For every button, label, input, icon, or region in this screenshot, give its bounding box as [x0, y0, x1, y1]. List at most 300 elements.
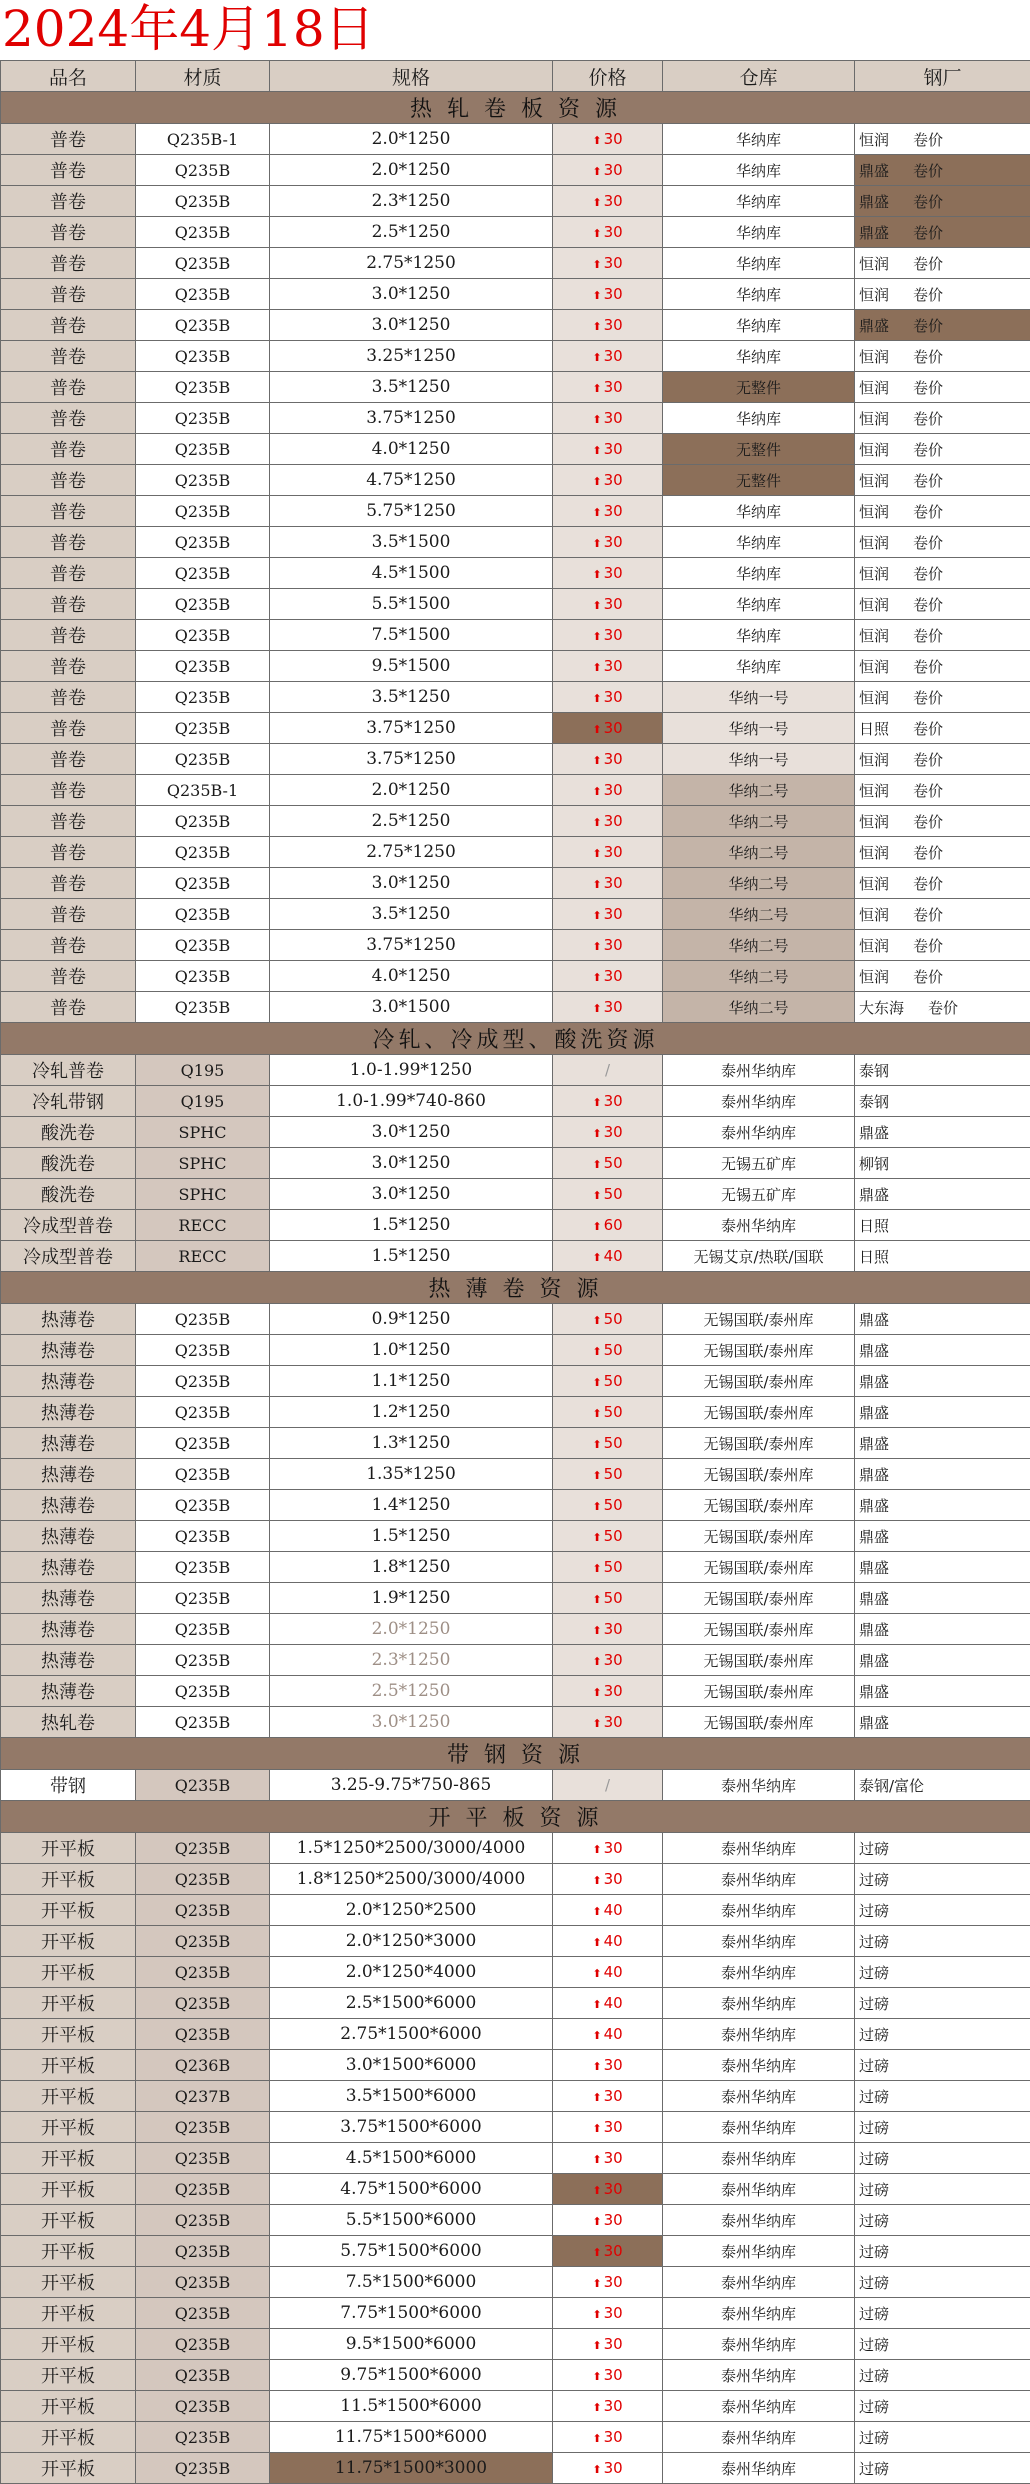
mill-price-type: 卷价 — [913, 658, 943, 676]
mill-name: 恒润 — [859, 410, 889, 428]
cell-warehouse: 无锡艾京/热联/国联 — [663, 1241, 855, 1272]
cell-price — [553, 620, 663, 651]
cell-material: Q235B — [136, 2329, 270, 2360]
mill-name: 过磅 — [859, 2460, 889, 2478]
cell-material: Q235B — [136, 2298, 270, 2329]
cell-price — [553, 496, 663, 527]
table-row — [1, 1428, 1030, 1459]
mill-name: 恒润 — [859, 782, 889, 800]
mill-name: 鼎盛 — [859, 1652, 889, 1670]
mill-name: 过磅 — [859, 2088, 889, 2106]
mill-name: 日照 — [859, 1248, 889, 1266]
cell-mill — [855, 1770, 1030, 1801]
cell-price — [553, 682, 663, 713]
cell-spec: 5.5*1500*6000 — [270, 2205, 553, 2236]
cell-material: Q235B — [136, 1833, 270, 1864]
cell-warehouse: 泰州华纳库 — [663, 1117, 855, 1148]
price-up-icon: ⬆ — [592, 1314, 601, 1327]
cell-spec: 7.5*1500*6000 — [270, 2267, 553, 2298]
price-value: 30 — [604, 2118, 623, 2136]
cell-price — [553, 2422, 663, 2453]
cell-price — [553, 1148, 663, 1179]
price-value: 30 — [604, 378, 623, 396]
table-row — [1, 558, 1030, 589]
price-up-icon: ⬆ — [592, 1220, 601, 1233]
cell-material: Q235B — [136, 930, 270, 961]
table-row — [1, 1366, 1030, 1397]
cell-mill — [855, 1676, 1030, 1707]
cell-price — [553, 713, 663, 744]
cell-product-name: 热薄卷 — [1, 1304, 136, 1335]
cell-mill — [855, 620, 1030, 651]
cell-mill — [855, 186, 1030, 217]
cell-mill — [855, 1335, 1030, 1366]
cell-product-name: 开平板 — [1, 2391, 136, 2422]
header-material: 材质 — [136, 61, 270, 92]
cell-product-name: 热薄卷 — [1, 1366, 136, 1397]
cell-warehouse: 泰州华纳库 — [663, 2236, 855, 2267]
price-value: 50 — [604, 1434, 623, 1452]
table-row — [1, 806, 1030, 837]
cell-mill — [855, 1645, 1030, 1676]
cell-product-name: 普卷 — [1, 961, 136, 992]
cell-mill — [855, 2267, 1030, 2298]
cell-mill — [855, 1055, 1030, 1086]
table-row — [1, 1833, 1030, 1864]
cell-mill — [855, 1895, 1030, 1926]
mill-name: 鼎盛 — [859, 1404, 889, 1422]
cell-product-name: 普卷 — [1, 713, 136, 744]
table-row — [1, 341, 1030, 372]
cell-price — [553, 279, 663, 310]
section-header-row — [1, 1023, 1030, 1055]
price-up-icon: ⬆ — [592, 2308, 601, 2321]
cell-material: Q235B — [136, 806, 270, 837]
cell-mill — [855, 2050, 1030, 2081]
cell-mill — [855, 2236, 1030, 2267]
mill-name: 过磅 — [859, 2305, 889, 2323]
price-value: 60 — [604, 1216, 623, 1234]
cell-product-name: 热薄卷 — [1, 1614, 136, 1645]
cell-price — [553, 1895, 663, 1926]
table-row — [1, 1521, 1030, 1552]
section-title: 热 轧 卷 板 资 源 — [1, 92, 1030, 124]
cell-mill — [855, 775, 1030, 806]
cell-mill — [855, 217, 1030, 248]
price-up-icon: ⬆ — [592, 196, 601, 209]
price-up-icon: ⬆ — [592, 940, 601, 953]
cell-material: Q235B — [136, 2267, 270, 2298]
cell-spec: 0.9*1250 — [270, 1304, 553, 1335]
price-value: 30 — [604, 2459, 623, 2477]
cell-material: Q235B — [136, 1926, 270, 1957]
cell-mill — [855, 1490, 1030, 1521]
cell-material: Q235B — [136, 465, 270, 496]
cell-spec: 2.5*1500*6000 — [270, 1988, 553, 2019]
cell-mill — [855, 2205, 1030, 2236]
price-up-icon: ⬆ — [592, 878, 601, 891]
price-up-icon: ⬆ — [592, 1407, 601, 1420]
cell-spec: 9.5*1500*6000 — [270, 2329, 553, 2360]
cell-warehouse: 无锡国联/泰州库 — [663, 1428, 855, 1459]
cell-price — [553, 806, 663, 837]
cell-mill — [855, 744, 1030, 775]
cell-mill — [855, 2422, 1030, 2453]
table-row — [1, 2081, 1030, 2112]
price-value: 50 — [604, 1185, 623, 1203]
cell-price — [553, 1707, 663, 1738]
price-up-icon: ⬆ — [592, 506, 601, 519]
section-title: 开 平 板 资 源 — [1, 1801, 1030, 1833]
cell-spec: 1.5*1250 — [270, 1210, 553, 1241]
table-row — [1, 496, 1030, 527]
cell-warehouse: 泰州华纳库 — [663, 1957, 855, 1988]
price-value: 40 — [604, 1247, 623, 1265]
section-title: 冷轧、冷成型、酸洗资源 — [1, 1023, 1030, 1055]
cell-product-name: 热轧卷 — [1, 1707, 136, 1738]
cell-price — [553, 930, 663, 961]
price-value: 30 — [604, 254, 623, 272]
cell-material: Q235B — [136, 1304, 270, 1335]
cell-spec: 4.75*1500*6000 — [270, 2174, 553, 2205]
cell-material: SPHC — [136, 1179, 270, 1210]
cell-material: Q235B — [136, 961, 270, 992]
cell-spec: 2.75*1500*6000 — [270, 2019, 553, 2050]
cell-spec: 5.5*1500 — [270, 589, 553, 620]
cell-product-name: 普卷 — [1, 744, 136, 775]
mill-name: 鼎盛 — [859, 1466, 889, 1484]
cell-warehouse: 无锡国联/泰州库 — [663, 1614, 855, 1645]
price-value: 30 — [604, 657, 623, 675]
cell-material: Q235B — [136, 868, 270, 899]
cell-price — [553, 1583, 663, 1614]
cell-material: Q235B — [136, 2205, 270, 2236]
cell-product-name: 开平板 — [1, 1864, 136, 1895]
cell-price — [553, 744, 663, 775]
mill-name: 鼎盛 — [859, 1590, 889, 1608]
cell-material: Q235B — [136, 527, 270, 558]
cell-mill — [855, 651, 1030, 682]
cell-material: Q235B — [136, 2112, 270, 2143]
cell-mill — [855, 961, 1030, 992]
cell-warehouse: 华纳一号 — [663, 744, 855, 775]
cell-material: Q237B — [136, 2081, 270, 2112]
table-row — [1, 589, 1030, 620]
mill-name: 过磅 — [859, 2119, 889, 2137]
cell-product-name: 普卷 — [1, 589, 136, 620]
price-value: 30 — [604, 1620, 623, 1638]
cell-product-name: 普卷 — [1, 124, 136, 155]
price-value: 30 — [604, 967, 623, 985]
mill-price-type: 卷价 — [913, 565, 943, 583]
cell-price — [553, 1988, 663, 2019]
cell-price — [553, 124, 663, 155]
cell-mill — [855, 2391, 1030, 2422]
cell-product-name: 开平板 — [1, 1895, 136, 1926]
table-row — [1, 1707, 1030, 1738]
cell-product-name: 普卷 — [1, 279, 136, 310]
price-up-icon: ⬆ — [592, 754, 601, 767]
cell-price — [553, 310, 663, 341]
cell-warehouse: 泰州华纳库 — [663, 2205, 855, 2236]
cell-material: SPHC — [136, 1148, 270, 1179]
price-up-icon: ⬆ — [592, 1500, 601, 1513]
cell-mill — [855, 279, 1030, 310]
table-row — [1, 992, 1030, 1023]
cell-mill — [855, 124, 1030, 155]
mill-name: 恒润 — [859, 968, 889, 986]
cell-material: Q235B — [136, 2360, 270, 2391]
cell-mill — [855, 992, 1030, 1023]
cell-material: Q235B — [136, 744, 270, 775]
cell-warehouse: 华纳库 — [663, 279, 855, 310]
price-up-icon: ⬆ — [592, 413, 601, 426]
cell-mill — [855, 1957, 1030, 1988]
cell-material: Q235B — [136, 2143, 270, 2174]
cell-price — [553, 1614, 663, 1645]
cell-spec: 2.0*1250*4000 — [270, 1957, 553, 1988]
price-value: 30 — [604, 750, 623, 768]
cell-product-name: 普卷 — [1, 372, 136, 403]
mill-name: 恒润 — [859, 131, 889, 149]
cell-material: SPHC — [136, 1117, 270, 1148]
cell-spec: 3.0*1250 — [270, 279, 553, 310]
cell-spec: 2.75*1250 — [270, 248, 553, 279]
cell-price — [553, 992, 663, 1023]
cell-warehouse: 华纳库 — [663, 124, 855, 155]
cell-price — [553, 186, 663, 217]
mill-name: 鼎盛 — [859, 1528, 889, 1546]
cell-price — [553, 589, 663, 620]
price-value: 30 — [604, 533, 623, 551]
table-row — [1, 1397, 1030, 1428]
cell-mill — [855, 1179, 1030, 1210]
cell-warehouse: 华纳库 — [663, 589, 855, 620]
price-up-icon: ⬆ — [592, 1251, 601, 1264]
table-row — [1, 1459, 1030, 1490]
cell-warehouse: 华纳二号 — [663, 806, 855, 837]
cell-mill — [855, 1428, 1030, 1459]
cell-mill — [855, 1304, 1030, 1335]
mill-price-type: 卷价 — [913, 224, 943, 242]
cell-spec: 3.0*1250 — [270, 1117, 553, 1148]
mill-name: 恒润 — [859, 844, 889, 862]
cell-product-name: 开平板 — [1, 2019, 136, 2050]
cell-mill — [855, 341, 1030, 372]
mill-price-type: 卷价 — [913, 689, 943, 707]
mill-name: 日照 — [859, 1217, 889, 1235]
cell-spec: 3.5*1500 — [270, 527, 553, 558]
mill-name: 恒润 — [859, 348, 889, 366]
cell-product-name: 普卷 — [1, 930, 136, 961]
cell-warehouse: 无锡国联/泰州库 — [663, 1459, 855, 1490]
cell-product-name: 冷轧普卷 — [1, 1055, 136, 1086]
price-value: 50 — [604, 1558, 623, 1576]
table-row — [1, 2236, 1030, 2267]
cell-warehouse: 华纳一号 — [663, 713, 855, 744]
cell-material: Q235B — [136, 248, 270, 279]
section-header-row — [1, 92, 1030, 124]
cell-spec: 3.75*1250 — [270, 713, 553, 744]
cell-warehouse: 华纳二号 — [663, 837, 855, 868]
cell-spec: 11.5*1500*6000 — [270, 2391, 553, 2422]
price-up-icon: ⬆ — [592, 2339, 601, 2352]
table-row — [1, 310, 1030, 341]
mill-name: 恒润 — [859, 441, 889, 459]
cell-product-name: 开平板 — [1, 2143, 136, 2174]
cell-material: Q235B — [136, 682, 270, 713]
cell-price — [553, 2050, 663, 2081]
cell-product-name: 普卷 — [1, 186, 136, 217]
cell-price — [553, 1957, 663, 1988]
table-row — [1, 2453, 1030, 2484]
table-row — [1, 1210, 1030, 1241]
price-value: 50 — [604, 1496, 623, 1514]
table-header-row — [1, 61, 1030, 92]
mill-name: 恒润 — [859, 286, 889, 304]
cell-spec: 2.0*1250 — [270, 1614, 553, 1645]
price-value: 30 — [604, 998, 623, 1016]
price-up-icon: ⬆ — [592, 661, 601, 674]
cell-spec: 2.0*1250 — [270, 124, 553, 155]
price-up-icon: ⬆ — [592, 1158, 601, 1171]
price-value: 30 — [604, 719, 623, 737]
price-up-icon: ⬆ — [592, 320, 601, 333]
price-up-icon: ⬆ — [592, 1936, 601, 1949]
mill-name: 鼎盛 — [859, 1497, 889, 1515]
cell-warehouse: 无锡国联/泰州库 — [663, 1335, 855, 1366]
table-row — [1, 527, 1030, 558]
cell-warehouse: 泰州华纳库 — [663, 2391, 855, 2422]
mill-name: 过磅 — [859, 2181, 889, 2199]
cell-spec: 2.0*1250*3000 — [270, 1926, 553, 1957]
price-value: 30 — [604, 502, 623, 520]
cell-mill — [855, 1459, 1030, 1490]
cell-price — [553, 1864, 663, 1895]
cell-mill — [855, 1241, 1030, 1272]
price-value: 30 — [604, 316, 623, 334]
cell-mill — [855, 868, 1030, 899]
table-row — [1, 217, 1030, 248]
cell-material: Q235B — [136, 279, 270, 310]
cell-warehouse: 无锡国联/泰州库 — [663, 1707, 855, 1738]
mill-name: 过磅 — [859, 1964, 889, 1982]
table-row — [1, 775, 1030, 806]
mill-name: 过磅 — [859, 1840, 889, 1858]
mill-name: 恒润 — [859, 534, 889, 552]
price-value: 50 — [604, 1341, 623, 1359]
cell-material: Q235B — [136, 992, 270, 1023]
price-value: / — [605, 1061, 610, 1079]
table-row — [1, 279, 1030, 310]
cell-price — [553, 558, 663, 589]
cell-price — [553, 1428, 663, 1459]
price-up-icon: ⬆ — [592, 1905, 601, 1918]
price-up-icon: ⬆ — [592, 1189, 601, 1202]
price-value: 50 — [604, 1372, 623, 1390]
price-up-icon: ⬆ — [592, 2153, 601, 2166]
cell-material: Q235B — [136, 155, 270, 186]
table-row — [1, 2360, 1030, 2391]
cell-spec: 1.0-1.99*1250 — [270, 1055, 553, 1086]
cell-warehouse: 华纳库 — [663, 527, 855, 558]
cell-warehouse: 无锡国联/泰州库 — [663, 1490, 855, 1521]
price-up-icon: ⬆ — [592, 1562, 601, 1575]
cell-mill — [855, 403, 1030, 434]
price-value: 30 — [604, 2149, 623, 2167]
price-up-icon: ⬆ — [592, 2184, 601, 2197]
mill-price-type: 卷价 — [913, 937, 943, 955]
cell-product-name: 热薄卷 — [1, 1583, 136, 1614]
table-row — [1, 2267, 1030, 2298]
price-value: 40 — [604, 1994, 623, 2012]
cell-warehouse: 无锡五矿库 — [663, 1148, 855, 1179]
cell-spec: 4.5*1500 — [270, 558, 553, 589]
cell-product-name: 热薄卷 — [1, 1676, 136, 1707]
price-value: 30 — [604, 1682, 623, 1700]
mill-name: 恒润 — [859, 472, 889, 490]
mill-price-type: 卷价 — [913, 813, 943, 831]
header-name: 品名 — [1, 61, 136, 92]
cell-warehouse: 华纳二号 — [663, 868, 855, 899]
cell-price — [553, 961, 663, 992]
cell-product-name: 普卷 — [1, 868, 136, 899]
cell-price — [553, 2236, 663, 2267]
cell-mill — [855, 1707, 1030, 1738]
price-up-icon: ⬆ — [592, 909, 601, 922]
table-row — [1, 1490, 1030, 1521]
table-row — [1, 155, 1030, 186]
cell-product-name: 开平板 — [1, 1926, 136, 1957]
mill-price-type: 卷价 — [913, 162, 943, 180]
price-up-icon: ⬆ — [592, 785, 601, 798]
mill-name: 过磅 — [859, 2212, 889, 2230]
price-up-icon: ⬆ — [592, 630, 601, 643]
cell-material: Q235B — [136, 899, 270, 930]
table-row — [1, 186, 1030, 217]
cell-material: Q235B — [136, 217, 270, 248]
cell-product-name: 普卷 — [1, 434, 136, 465]
cell-warehouse: 泰州华纳库 — [663, 1086, 855, 1117]
cell-product-name: 开平板 — [1, 1957, 136, 1988]
price-up-icon: ⬆ — [592, 1874, 601, 1887]
table-row — [1, 2143, 1030, 2174]
cell-spec: 1.1*1250 — [270, 1366, 553, 1397]
mill-name: 过磅 — [859, 1995, 889, 2013]
cell-mill — [855, 2019, 1030, 2050]
mill-name: 恒润 — [859, 627, 889, 645]
cell-mill — [855, 1864, 1030, 1895]
cell-mill — [855, 713, 1030, 744]
cell-spec: 3.0*1250 — [270, 1179, 553, 1210]
cell-product-name: 普卷 — [1, 310, 136, 341]
cell-product-name: 开平板 — [1, 2422, 136, 2453]
cell-spec: 5.75*1250 — [270, 496, 553, 527]
cell-product-name: 普卷 — [1, 806, 136, 837]
cell-price — [553, 1459, 663, 1490]
price-value: 40 — [604, 2025, 623, 2043]
cell-warehouse: 泰州华纳库 — [663, 1864, 855, 1895]
cell-warehouse: 无锡国联/泰州库 — [663, 1521, 855, 1552]
cell-warehouse: 华纳库 — [663, 217, 855, 248]
cell-material: Q235B — [136, 1645, 270, 1676]
price-up-icon: ⬆ — [592, 1593, 601, 1606]
table-row — [1, 2298, 1030, 2329]
mill-price-type: 卷价 — [913, 720, 943, 738]
cell-price — [553, 1366, 663, 1397]
cell-mill — [855, 1086, 1030, 1117]
cell-material: Q235B — [136, 1957, 270, 1988]
